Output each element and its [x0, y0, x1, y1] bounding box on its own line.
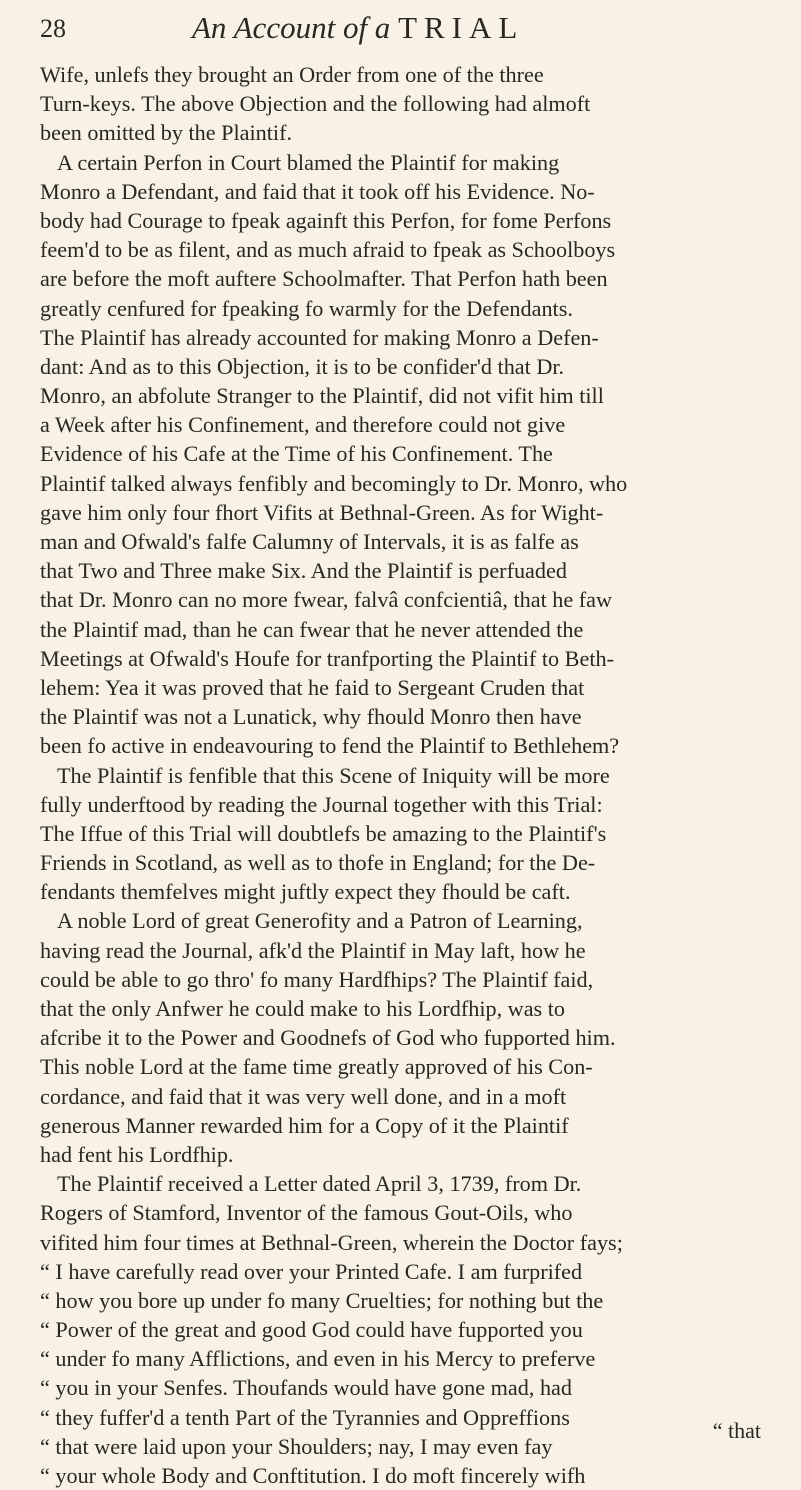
text-line: “ under fo many Afflictions, and even in his Mercy to preferve — [40, 1346, 596, 1372]
text-line: been fo active in endeavouring to fend the Plaintif to Bethlehem? — [40, 733, 620, 759]
text-line: the Plaintif was not a Lunatick, why fhould Monro then have — [40, 704, 582, 730]
text-line: A noble Lord of great Generofity and a Patron of Learning, — [57, 908, 583, 934]
text-line: “ you in your Senfes. Thoufands would have gone mad, had — [40, 1375, 572, 1401]
text-line: gave him only four fhort Vifits at Bethnal-Green. As for Wight- — [40, 499, 604, 525]
text-line: Monro, an abfolute Stranger to the Plaintif, did not vifit him till — [40, 383, 604, 409]
text-line: that the only Anfwer he could make to his Lordfhip, was to — [40, 996, 565, 1021]
text-line: This noble Lord at the fame time greatly approved of his Con- — [40, 1054, 593, 1080]
text-line: greatly cenfured for fpeaking fo warmly for the Defendants. — [40, 295, 573, 321]
text-line: Plaintif talked always fenfibly and becomingly to Dr. Monro, who — [40, 470, 628, 496]
text-line: “ they fuffer'd a tenth Part of the Tyrannies and Oppreffions — [40, 1404, 570, 1430]
running-title-caps: TRIAL — [398, 10, 525, 45]
text-line: the Plaintif mad, than he can fwear that he never attended the — [40, 616, 584, 642]
text-line: Wife, unlefs they brought an Order from one of the three — [40, 62, 544, 87]
text-line: Friends in Scotland, as well as to thofe in England; for the De- — [40, 850, 596, 876]
text-line: “ Power of the great and good God could have fupported you — [40, 1317, 583, 1343]
text-line: that Two and Three make Six. And the Plaintif is perfuaded — [40, 558, 567, 584]
text-line: generous Manner rewarded him for a Copy of it the Plaintif — [40, 1112, 569, 1138]
running-title — [192, 10, 524, 46]
text-line: The Plaintif is fenfible that this Scene of Iniquity will be more — [57, 762, 610, 788]
text-line: dant: And as to this Objection, it is to be confider'd that Dr. — [40, 353, 565, 379]
body-text — [40, 60, 766, 1490]
text-line: The Plaintif received a Letter dated April 3, 1739, from Dr. — [57, 1171, 582, 1197]
text-line: The Iffue of this Trial will doubtlefs be amazing to the Plaintif's — [40, 820, 607, 846]
text-line: been omitted by the Plaintif. — [40, 120, 293, 146]
text-line: “ I have carefully read over your Printed Cafe. I am furprifed — [40, 1258, 583, 1284]
text-line: are before the moft auftere Schoolmafter. That Perfon hath been — [40, 266, 608, 292]
page-number: 28 — [40, 14, 66, 43]
text-line: could be able to go thro' fo many Hardfhips? The Plaintif faid, — [40, 966, 594, 992]
text-line: Monro a Defendant, and faid that it took off his Evidence. No- — [40, 178, 595, 204]
text-line: “ how you bore up under fo many Cruelties; for nothing but the — [40, 1287, 604, 1313]
text-line: had fent his Lordfhip. — [40, 1141, 234, 1167]
text-line: having read the Journal, afk'd the Plaintif in May laft, how he — [40, 937, 586, 963]
text-line: lehem: Yea it was proved that he faid to Sergeant Cruden that — [40, 674, 585, 700]
text-line: man and Ofwald's falfe Calumny of Intervals, it is as falfe as — [40, 529, 579, 554]
text-line: a Week after his Confinement, and therefore could not give — [40, 412, 566, 438]
text-line: body had Courage to fpeak againft this Perfon, for fome Perfons — [40, 207, 612, 233]
text-line: that Dr. Monro can no more fwear, falvâ confcientiâ, that he faw — [40, 587, 613, 613]
page-header — [40, 8, 761, 56]
text-line: afcribe it to the Power and Goodnefs of God who fupported him. — [40, 1025, 616, 1051]
text-line: “ that were laid upon your Shoulders; nay, I may even fay — [40, 1433, 553, 1459]
text-line: Rogers of Stamford, Inventor of the famous Gout-Oils, who — [40, 1200, 573, 1226]
running-title-italic: An Account of a — [192, 10, 391, 45]
text-line: fendants themfelves might juftly expect they fhould be caft. — [40, 879, 571, 905]
text-line: “ your whole Body and Conftitution. I do moft fincerely wifh — [40, 1463, 586, 1488]
text-line: fully underftood by reading the Journal together with this Trial: — [40, 791, 603, 817]
text-line: vifited him four times at Bethnal-Green, wherein the Doctor fays; — [40, 1229, 623, 1255]
text-line: feem'd to be as filent, and as much afraid to fpeak as Schoolboys — [40, 237, 616, 263]
text-line: cordance, and faid that it was very well done, and in a moft — [40, 1083, 567, 1109]
text-line: A certain Perfon in Court blamed the Plaintif for making — [57, 149, 560, 175]
text-line: The Plaintif has already accounted for making Monro a Defen- — [40, 324, 599, 350]
text-line: Meetings at Ofwald's Houfe for tranfporting the Plaintif to Beth- — [40, 645, 614, 671]
text-line: Turn-keys. The above Objection and the following had almoft — [40, 91, 591, 117]
catchword: “ that — [712, 1418, 761, 1443]
text-line: Evidence of his Cafe at the Time of his Confinement. The — [40, 441, 553, 467]
